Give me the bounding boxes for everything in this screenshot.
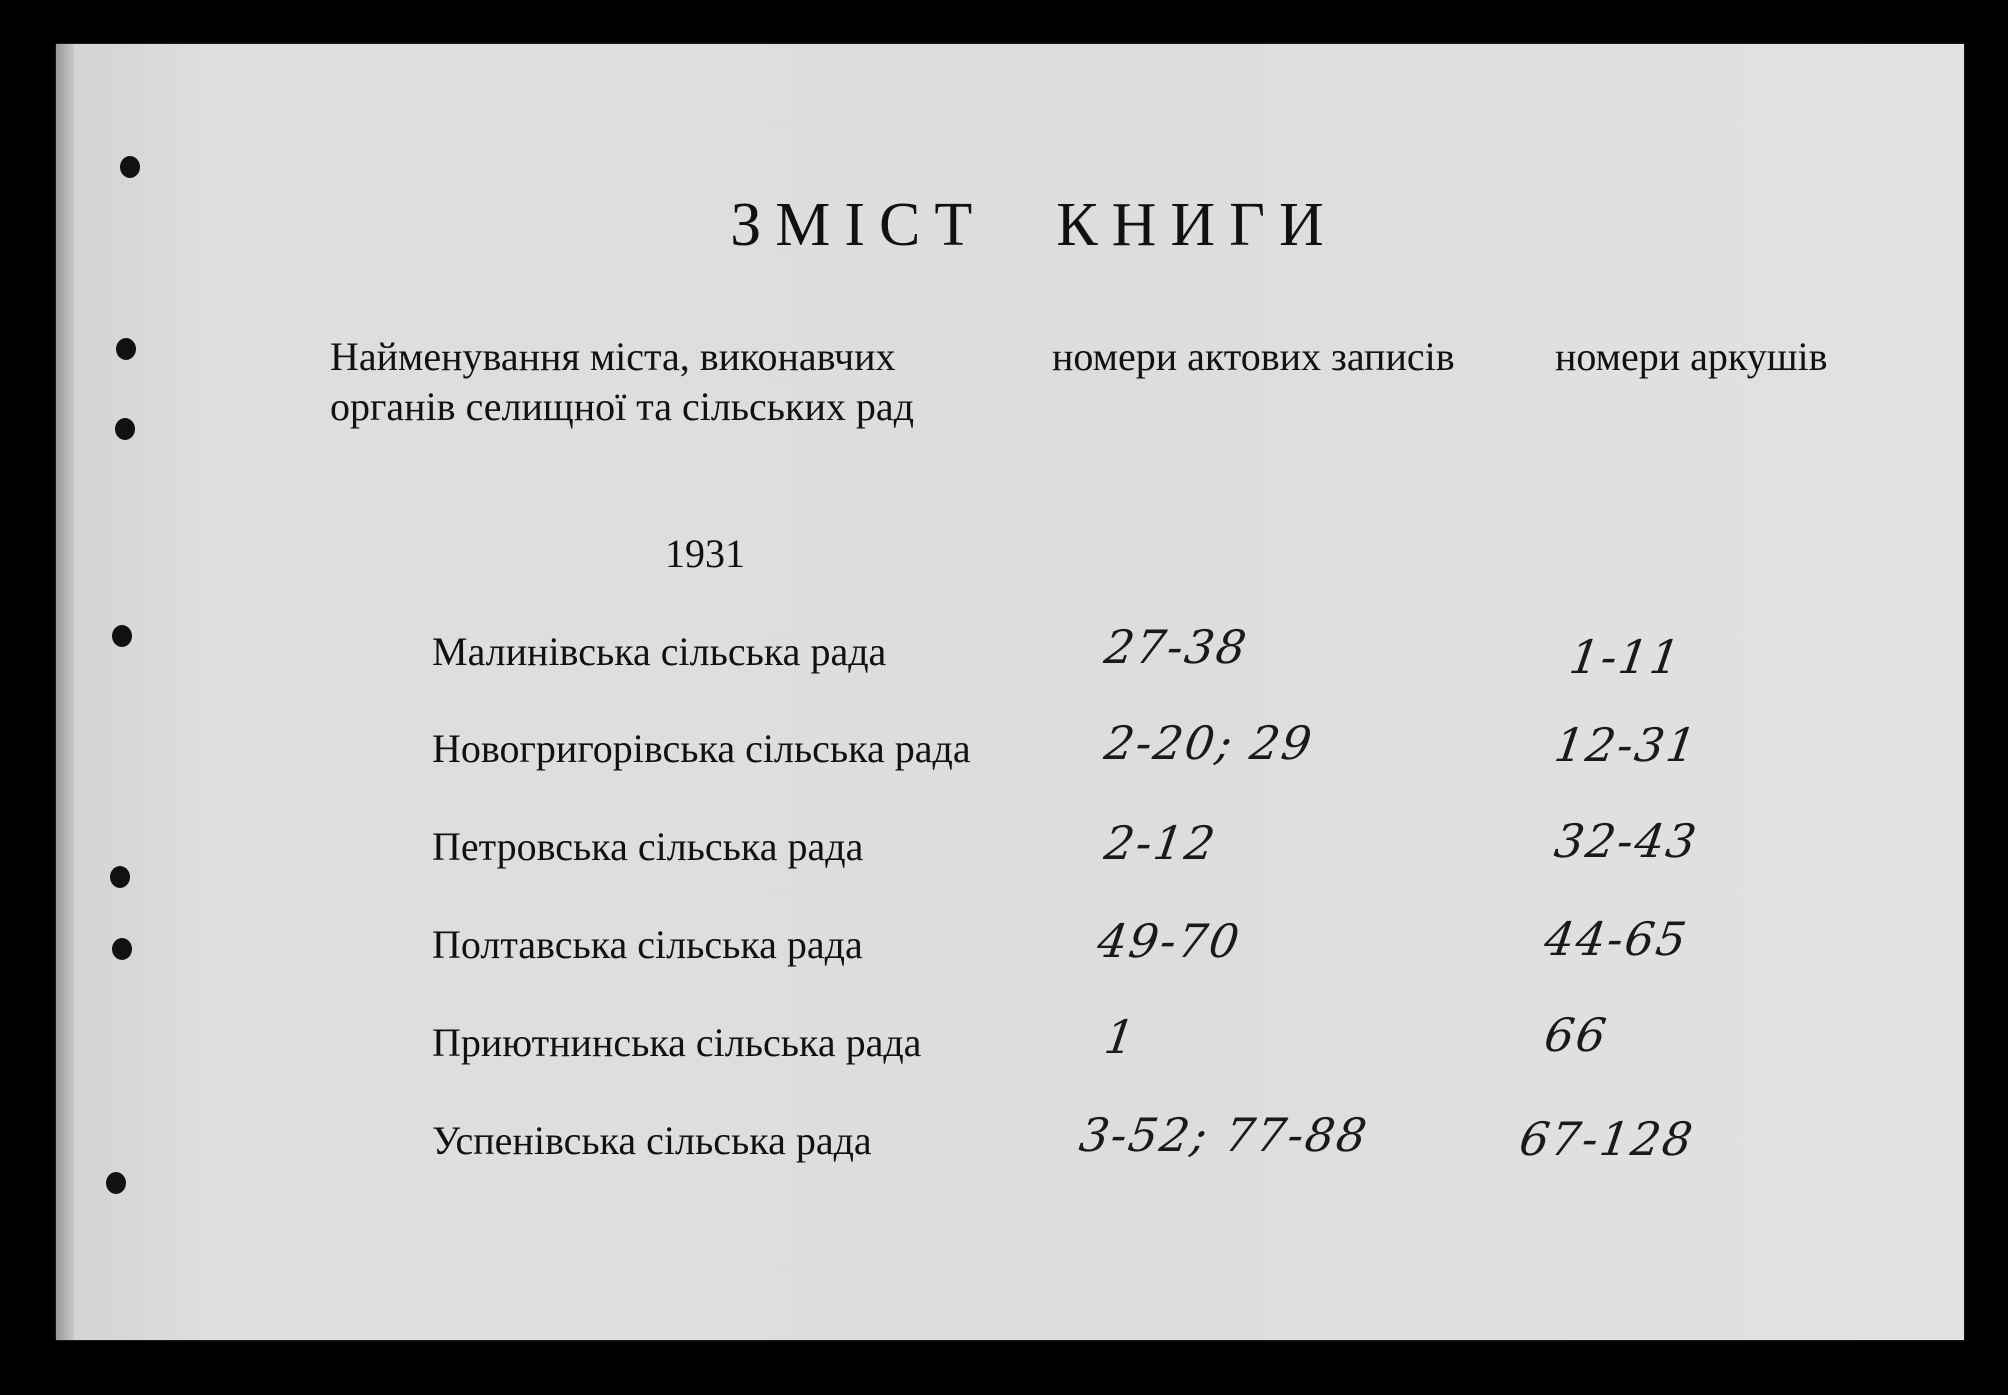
binding-hole (110, 866, 130, 888)
council-name: Успенівська сільська рада (432, 1118, 872, 1163)
binding-hole (120, 156, 140, 178)
binding-hole (112, 938, 132, 960)
acts-range: 2-20; 29 (1101, 716, 1317, 770)
sheets-range: 1-11 (1566, 630, 1686, 684)
sheets-range: 66 (1541, 1008, 1612, 1062)
title-word-2: КНИГИ (1056, 191, 1338, 259)
acts-range: 1 (1101, 1010, 1141, 1064)
council-name: Приютнинська сільська рада (432, 1020, 922, 1065)
sheets-range: 67-128 (1516, 1112, 1698, 1166)
council-name: Петровська сільська рада (432, 824, 864, 869)
page-title (0, 190, 2008, 261)
column-header-acts: номери актових записів (1052, 334, 1455, 379)
binding-hole (106, 1172, 126, 1194)
acts-range: 49-70 (1094, 914, 1245, 968)
acts-range: 27-38 (1101, 620, 1252, 674)
acts-range: 3-52; 77-88 (1076, 1108, 1372, 1162)
binding-hole (116, 338, 136, 360)
council-name: Полтавська сільська рада (432, 922, 863, 967)
title-word-1: ЗМІСТ (730, 191, 987, 259)
column-header-name: Найменування міста, виконавчих органів селищної та сільських рад (330, 334, 914, 429)
binding-hole (112, 625, 132, 647)
acts-range: 2-12 (1101, 816, 1221, 870)
column-header-sheets: номери аркушів (1555, 334, 1828, 379)
council-name: Новогригорівська сільська рада (432, 726, 971, 771)
sheets-range: 44-65 (1541, 912, 1692, 966)
council-name: Малинівська сільська рада (432, 629, 887, 674)
year-heading: 1931 (665, 531, 745, 576)
sheets-range: 12-31 (1551, 718, 1702, 772)
sheets-range: 32-43 (1551, 814, 1702, 868)
binding-hole (115, 418, 135, 440)
